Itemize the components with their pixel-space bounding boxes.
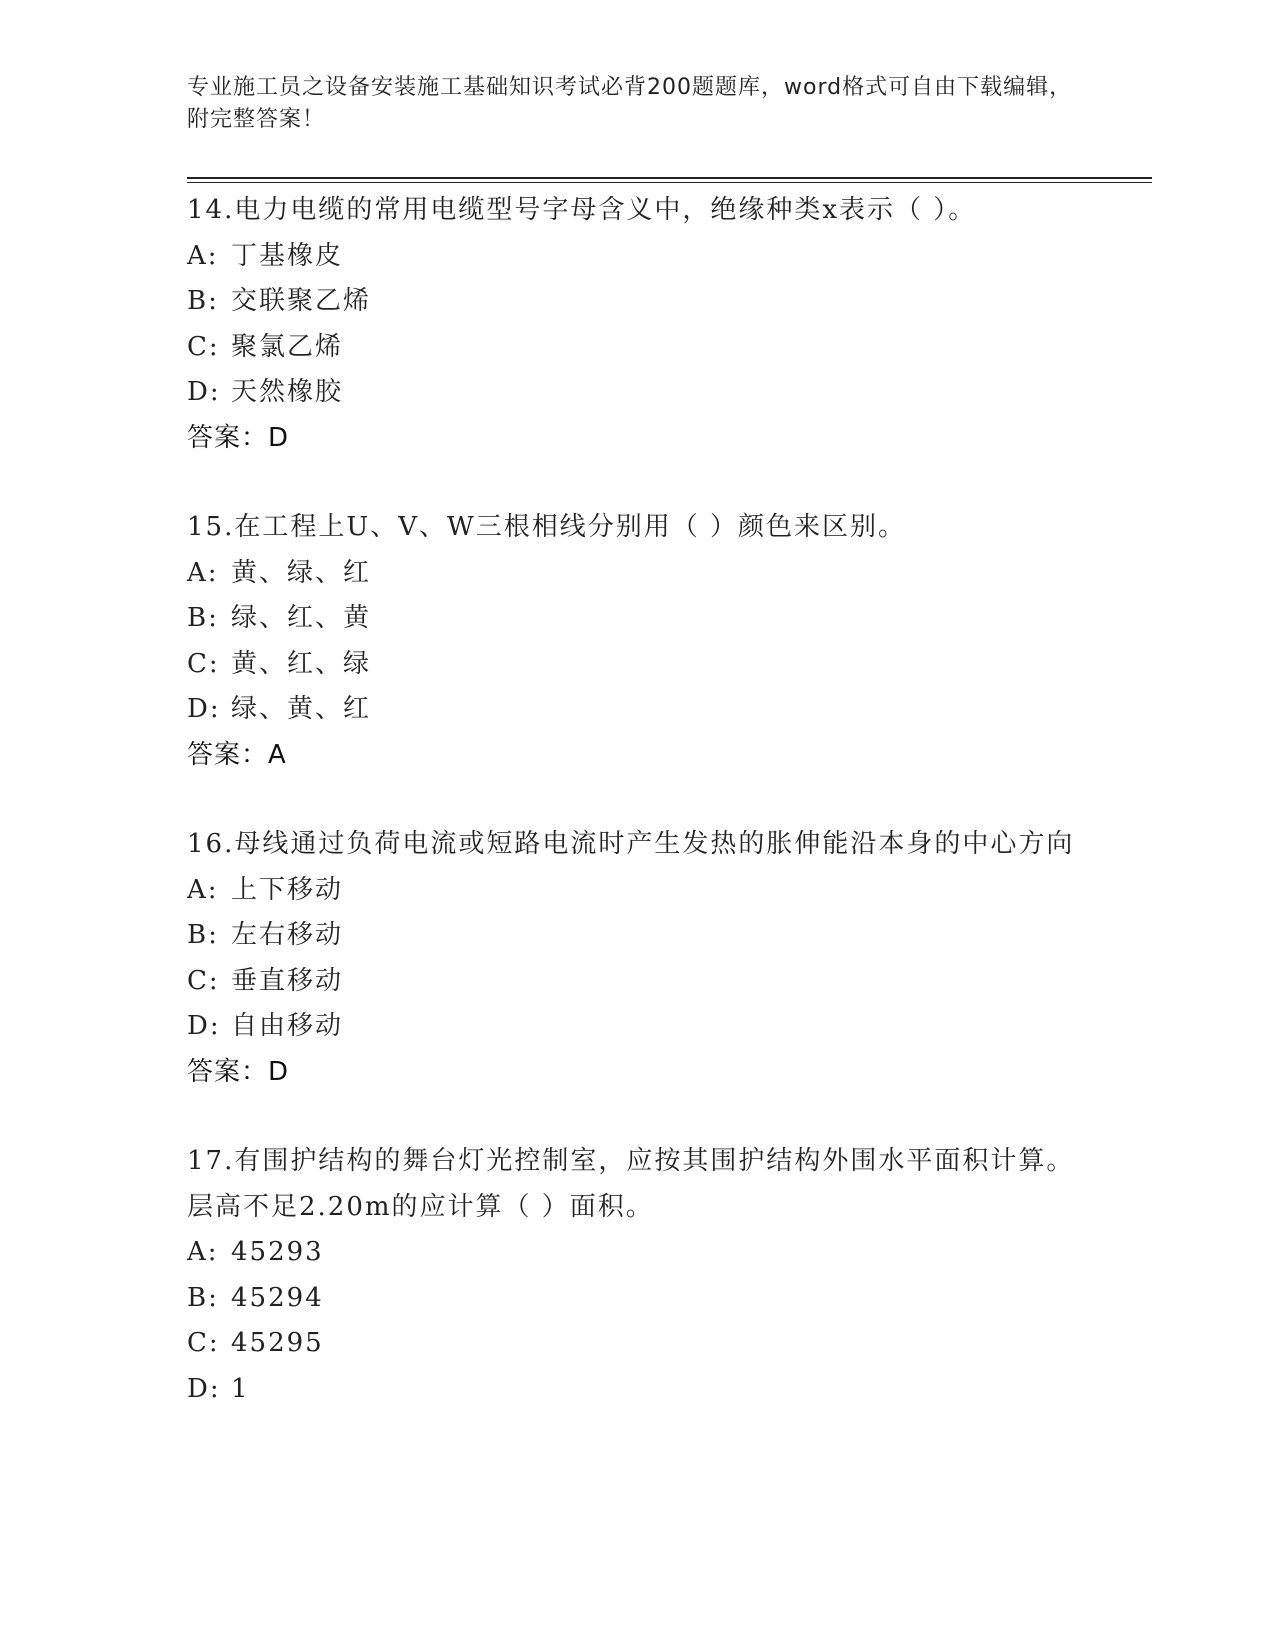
question-17 bbox=[187, 1139, 1087, 1412]
answer-line: 答案：D bbox=[187, 422, 290, 453]
option-letter: B: bbox=[187, 920, 219, 950]
option-text: 1 bbox=[231, 1373, 250, 1404]
option-c bbox=[187, 1321, 1087, 1367]
question-stem: 17.有围护结构的舞台灯光控制室，应按其围护结构外围水平面积计算。层高不足2.20m的应计算（ ）面积。 bbox=[187, 1146, 1075, 1222]
option-text: 45293 bbox=[231, 1237, 324, 1267]
option-a bbox=[187, 234, 1087, 280]
option-text: 自由移动 bbox=[231, 1011, 344, 1041]
option-b bbox=[187, 1276, 1087, 1322]
option-c bbox=[187, 642, 1087, 688]
option-a bbox=[187, 551, 1087, 597]
option-text: 天然橡胶 bbox=[231, 377, 344, 407]
option-text: 黄、红、绿 bbox=[231, 648, 372, 679]
option-letter: C: bbox=[187, 965, 220, 996]
option-text: 聚氯乙烯 bbox=[231, 331, 344, 362]
option-letter: C: bbox=[187, 331, 220, 362]
option-letter: A: bbox=[187, 1237, 219, 1267]
option-d bbox=[187, 1367, 1087, 1413]
page-header: 专业施工员之设备安装施工基础知识考试必背200题题库，word格式可自由下载编辑，附完整答案！ bbox=[187, 75, 1073, 132]
header-divider-thick bbox=[187, 177, 1152, 179]
question-stem: 16.母线通过负荷电流或短路电流时产生发热的胀伸能沿本身的中心方向 bbox=[187, 829, 1075, 859]
option-letter: C: bbox=[187, 1328, 220, 1358]
option-letter: D: bbox=[187, 1011, 221, 1041]
option-text: 丁基橡皮 bbox=[231, 240, 344, 271]
option-d bbox=[187, 370, 1087, 416]
option-text: 上下移动 bbox=[231, 874, 344, 905]
option-text: 黄、绿、红 bbox=[231, 557, 372, 588]
option-b bbox=[187, 279, 1087, 325]
option-text: 绿、黄、红 bbox=[231, 694, 372, 724]
option-a bbox=[187, 868, 1087, 914]
option-letter: C: bbox=[187, 648, 220, 679]
option-letter: A: bbox=[187, 874, 219, 905]
option-letter: D: bbox=[187, 377, 221, 407]
option-text: 垂直移动 bbox=[231, 965, 344, 996]
question-16 bbox=[187, 822, 1087, 1095]
header-divider-thin bbox=[187, 182, 1152, 183]
option-a bbox=[187, 1230, 1087, 1276]
option-letter: B: bbox=[187, 1282, 219, 1313]
option-letter: B: bbox=[187, 603, 219, 633]
option-c bbox=[187, 959, 1087, 1005]
answer-line: 答案：A bbox=[187, 739, 287, 770]
option-text: 45294 bbox=[231, 1282, 324, 1313]
option-b bbox=[187, 913, 1087, 959]
option-c bbox=[187, 325, 1087, 371]
option-b bbox=[187, 596, 1087, 642]
question-list bbox=[187, 188, 1087, 1456]
question-14 bbox=[187, 188, 1087, 461]
option-d bbox=[187, 1004, 1087, 1050]
option-text: 绿、红、黄 bbox=[231, 603, 372, 633]
option-text: 左右移动 bbox=[231, 920, 344, 950]
question-stem: 15.在工程上U、V、W三根相线分别用（ ）颜色来区别。 bbox=[187, 512, 907, 542]
option-letter: D: bbox=[187, 694, 221, 724]
option-letter: A: bbox=[187, 557, 219, 588]
question-stem: 14.电力电缆的常用电缆型号字母含义中，绝缘种类x表示（ ）。 bbox=[187, 195, 977, 225]
option-d bbox=[187, 687, 1087, 733]
question-15 bbox=[187, 505, 1087, 778]
option-letter: D: bbox=[187, 1373, 221, 1404]
option-letter: B: bbox=[187, 286, 219, 316]
option-text: 交联聚乙烯 bbox=[231, 286, 372, 316]
option-letter: A: bbox=[187, 240, 219, 271]
answer-line: 答案：D bbox=[187, 1056, 290, 1087]
option-text: 45295 bbox=[231, 1328, 324, 1358]
